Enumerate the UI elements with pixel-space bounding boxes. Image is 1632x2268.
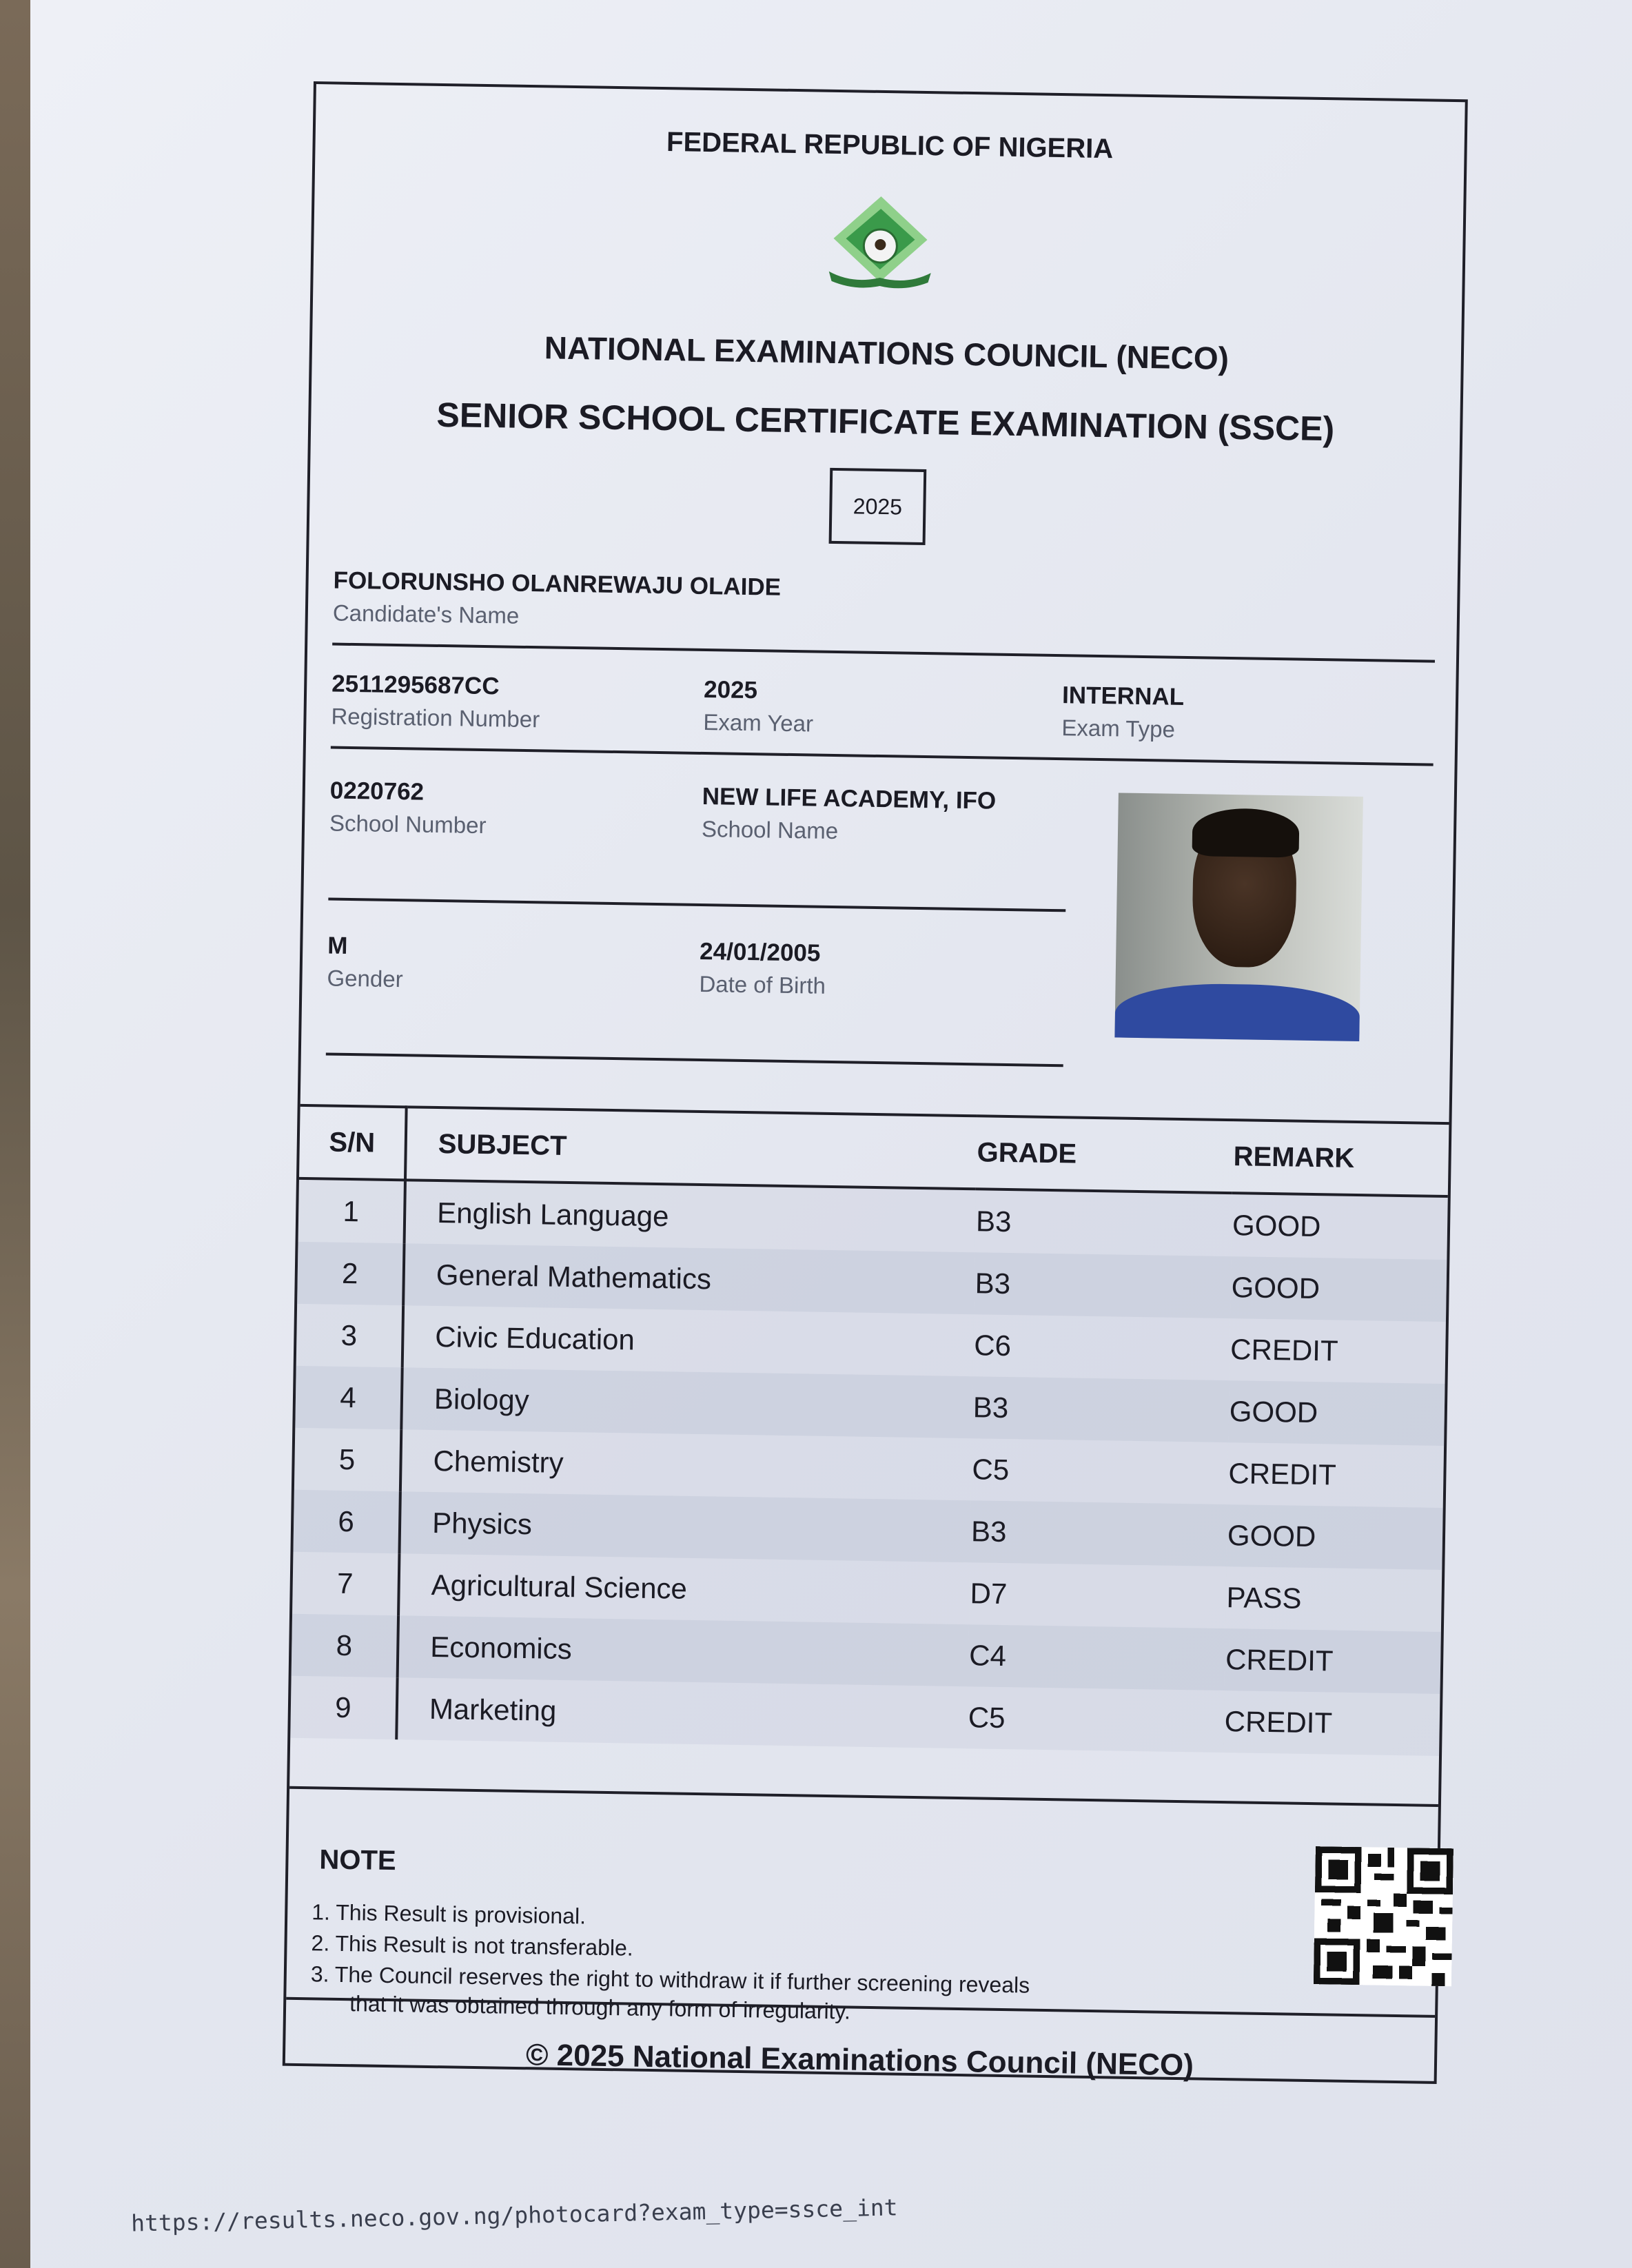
school-name-label: School Name bbox=[701, 815, 839, 844]
qr-code-icon bbox=[1314, 1846, 1454, 1986]
source-url: https://results.neco.gov.ng/photocard?exam_type=ssce_int bbox=[130, 2194, 898, 2237]
row-subject: Chemistry bbox=[400, 1429, 972, 1500]
row-remark: PASS bbox=[1225, 1566, 1442, 1632]
row-sn: 6 bbox=[293, 1490, 400, 1553]
row-subject: Agricultural Science bbox=[398, 1553, 970, 1624]
row-remark: CREDIT bbox=[1224, 1628, 1440, 1694]
row-grade: C6 bbox=[973, 1314, 1230, 1380]
row-grade: C5 bbox=[967, 1686, 1224, 1753]
divider bbox=[326, 1052, 1063, 1067]
row-sn: 7 bbox=[292, 1552, 399, 1615]
row-subject: Biology bbox=[401, 1367, 972, 1438]
row-grade: B3 bbox=[975, 1189, 1232, 1256]
neco-logo-icon bbox=[824, 196, 936, 294]
date-of-birth: 24/01/2005 bbox=[699, 937, 821, 967]
registration-number: 2511295687CC bbox=[331, 670, 500, 700]
row-grade: C4 bbox=[968, 1624, 1225, 1690]
school-number-label: School Number bbox=[329, 810, 487, 839]
row-grade: B3 bbox=[974, 1252, 1231, 1318]
results-table bbox=[290, 1104, 1449, 1756]
school-number: 0220762 bbox=[329, 777, 425, 806]
exam-year-label: Exam Year bbox=[703, 708, 814, 737]
row-remark: CREDIT bbox=[1223, 1690, 1440, 1756]
header-grade: GRADE bbox=[976, 1116, 1234, 1193]
background-surface bbox=[0, 0, 30, 2268]
gender-label: Gender bbox=[327, 965, 403, 992]
row-remark: GOOD bbox=[1226, 1504, 1442, 1570]
council-heading: NATIONAL EXAMINATIONS COUNCIL (NECO) bbox=[544, 329, 1230, 376]
row-sn: 5 bbox=[294, 1428, 401, 1491]
header-subject: SUBJECT bbox=[405, 1107, 977, 1189]
candidate-photo bbox=[1114, 793, 1363, 1041]
row-remark: GOOD bbox=[1231, 1193, 1447, 1260]
year-box: 2025 bbox=[829, 468, 927, 545]
row-sn: 2 bbox=[297, 1242, 404, 1305]
row-grade: B3 bbox=[972, 1376, 1229, 1442]
exam-heading: SENIOR SCHOOL CERTIFICATE EXAMINATION (SSCE) bbox=[436, 395, 1335, 449]
header-remark: REMARK bbox=[1232, 1120, 1449, 1196]
note-section bbox=[286, 1786, 1438, 2024]
country-heading: FEDERAL REPUBLIC OF NIGERIA bbox=[666, 127, 1114, 165]
row-grade: C5 bbox=[971, 1438, 1228, 1504]
row-sn: 3 bbox=[296, 1304, 403, 1367]
date-of-birth-label: Date of Birth bbox=[699, 970, 826, 999]
row-remark: CREDIT bbox=[1230, 1318, 1446, 1384]
row-subject: Civic Education bbox=[402, 1305, 974, 1376]
row-subject: Physics bbox=[399, 1491, 970, 1562]
row-remark: GOOD bbox=[1228, 1380, 1445, 1446]
divider bbox=[328, 897, 1065, 912]
result-card bbox=[283, 81, 1468, 2084]
row-remark: GOOD bbox=[1230, 1256, 1447, 1322]
row-subject: Marketing bbox=[396, 1677, 968, 1748]
row-sn: 4 bbox=[295, 1366, 402, 1429]
row-sn: 1 bbox=[298, 1178, 405, 1243]
divider bbox=[331, 746, 1434, 766]
row-grade: B3 bbox=[970, 1500, 1227, 1566]
row-sn: 8 bbox=[292, 1614, 398, 1677]
note-title: NOTE bbox=[319, 1844, 396, 1877]
candidate-name-label: Candidate's Name bbox=[332, 600, 520, 629]
note-item: that it was obtained through any form of irregularity. bbox=[349, 1991, 851, 2024]
row-remark: CREDIT bbox=[1227, 1442, 1444, 1508]
exam-year: 2025 bbox=[703, 676, 758, 704]
copyright-text: © 2025 National Examinations Council (NECO) bbox=[525, 2038, 1194, 2083]
row-subject: English Language bbox=[405, 1180, 976, 1252]
row-sn: 9 bbox=[290, 1676, 397, 1739]
row-subject: General Mathematics bbox=[403, 1243, 975, 1314]
note-item: 3. The Council reserves the right to withdraw it if further screening reveals bbox=[310, 1961, 1030, 1998]
candidate-name: FOLORUNSHO OLANREWAJU OLAIDE bbox=[333, 566, 782, 601]
registration-number-label: Registration Number bbox=[331, 703, 540, 733]
row-grade: D7 bbox=[969, 1562, 1226, 1628]
row-subject: Economics bbox=[398, 1615, 969, 1686]
note-item: 1. This Result is provisional. bbox=[311, 1899, 586, 1929]
school-name: NEW LIFE ACADEMY, IFO bbox=[702, 782, 997, 815]
gender: M bbox=[327, 932, 348, 959]
exam-type: INTERNAL bbox=[1061, 682, 1185, 711]
divider bbox=[332, 643, 1435, 663]
exam-type-label: Exam Type bbox=[1061, 715, 1176, 742]
note-item: 2. This Result is not transferable. bbox=[311, 1930, 633, 1961]
header-sn: S/N bbox=[299, 1105, 407, 1180]
